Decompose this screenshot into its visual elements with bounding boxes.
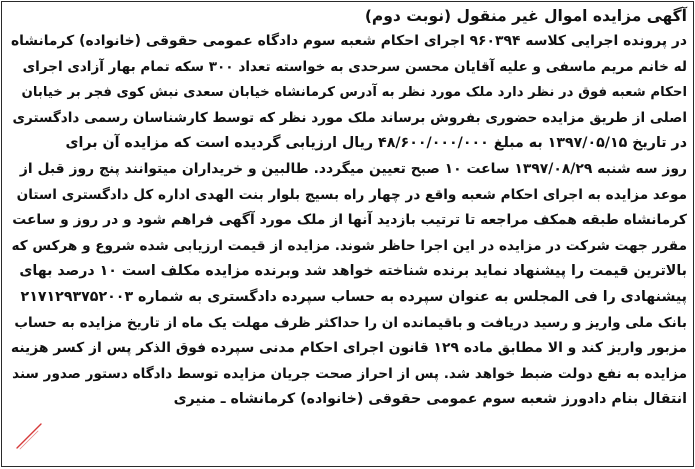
notice-line-8: کرمانشاه طبقه همکف مراجعه تا ترتیب بازدید آنها از ملک مورد آگهی فراهم شود و در روز و ساعت <box>12 212 687 229</box>
notice-line-12: بانک ملی واریز و رسید دریافت و باقیمانده ان را حداکثر ظرف مهلت یک ماه از تاریخ مزایده به حساب <box>14 314 687 331</box>
notice-line-2: له خانم مریم ماسفی و علیه آقایان محسن سرحدی به خواسته تعداد ۳۰۰ سکه تمام بهار آزادی اجرای <box>22 58 687 75</box>
notice-line-9: مقرر جهت شرکت در مزایده در این اجرا حاظر شوند. مزایده از قیمت ارزیابی شده شروع و هرکس که <box>11 237 687 254</box>
notice-line-10: بالاترین قیمت را پیشنهاد نماید برنده شناخته خواهد شد وبرنده مزایده مکلف است ۱۰ درصد بهای <box>19 263 687 280</box>
notice-title: آگهی مزایده اموال غیر منقول (نوبت دوم) <box>364 7 687 25</box>
notice-line-1: در پرونده اجرایی کلاسه ۹۶۰۳۹۴ اجرای احکام شعبه سوم دادگاه عمومی حقوقی (خانواده) کرمانشاه <box>10 33 687 49</box>
notice-line-4: اصلی از طریق مزایده حضوری بفروش برساند ملک مورد نظر که توسط کارشناسان رسمی دادگستری <box>12 109 687 126</box>
auction-notice <box>10 3 687 413</box>
notice-line-15: انتقال بنام دادورز شعبه سوم عمومی حقوقی (خانواده) کرمانشاه ـ منیری <box>173 391 687 408</box>
red-pen-mark <box>14 418 44 452</box>
notice-line-11: پیشنهادی را فی المجلس به عنوان سپرده به حساب سپرده دادگستری به شماره ۲۱۷۱۲۹۳۷۵۲۰۰۳ <box>20 288 687 305</box>
notice-line-13: مزبور واریز کند و الا مطابق ماده ۱۲۹ قانون اجرای احکام مدنی سپرده فوق الذکر پس از کسر هزینه <box>10 340 687 357</box>
notice-line-14: مزایده به نفع دولت ضبط خواهد شد. پس از احراز صحت جریان مزایده توسط دادگاه دستور صدور سند <box>12 365 687 382</box>
notice-line-5: در تاریخ ۱۳۹۷/۰۵/۱۵ به مبلغ ۴۸/۶۰۰/۰۰۰/۰۰۰ ریال ارزیابی گردیده است که مزایده آن برای <box>65 135 687 152</box>
notice-line-6: روز سه شنبه ۱۳۹۷/۰۸/۲۹ ساعت ۱۰ صبح تعیین میگردد. طالبین و خریداران میتوانند پنج روز قبل از <box>19 160 687 177</box>
notice-line-3: احکام شعبه فوق در نظر دارد ملک مورد نظر به آدرس کرمانشاه خیابان سعدی نبش کوی فجر بر خیابان <box>21 85 687 101</box>
notice-line-7: موعد مزایده به اجرای احکام شعبه واقع در چهار راه بسیج بلوار بنت الهدی اداره کل دادگستری استان <box>16 186 687 203</box>
